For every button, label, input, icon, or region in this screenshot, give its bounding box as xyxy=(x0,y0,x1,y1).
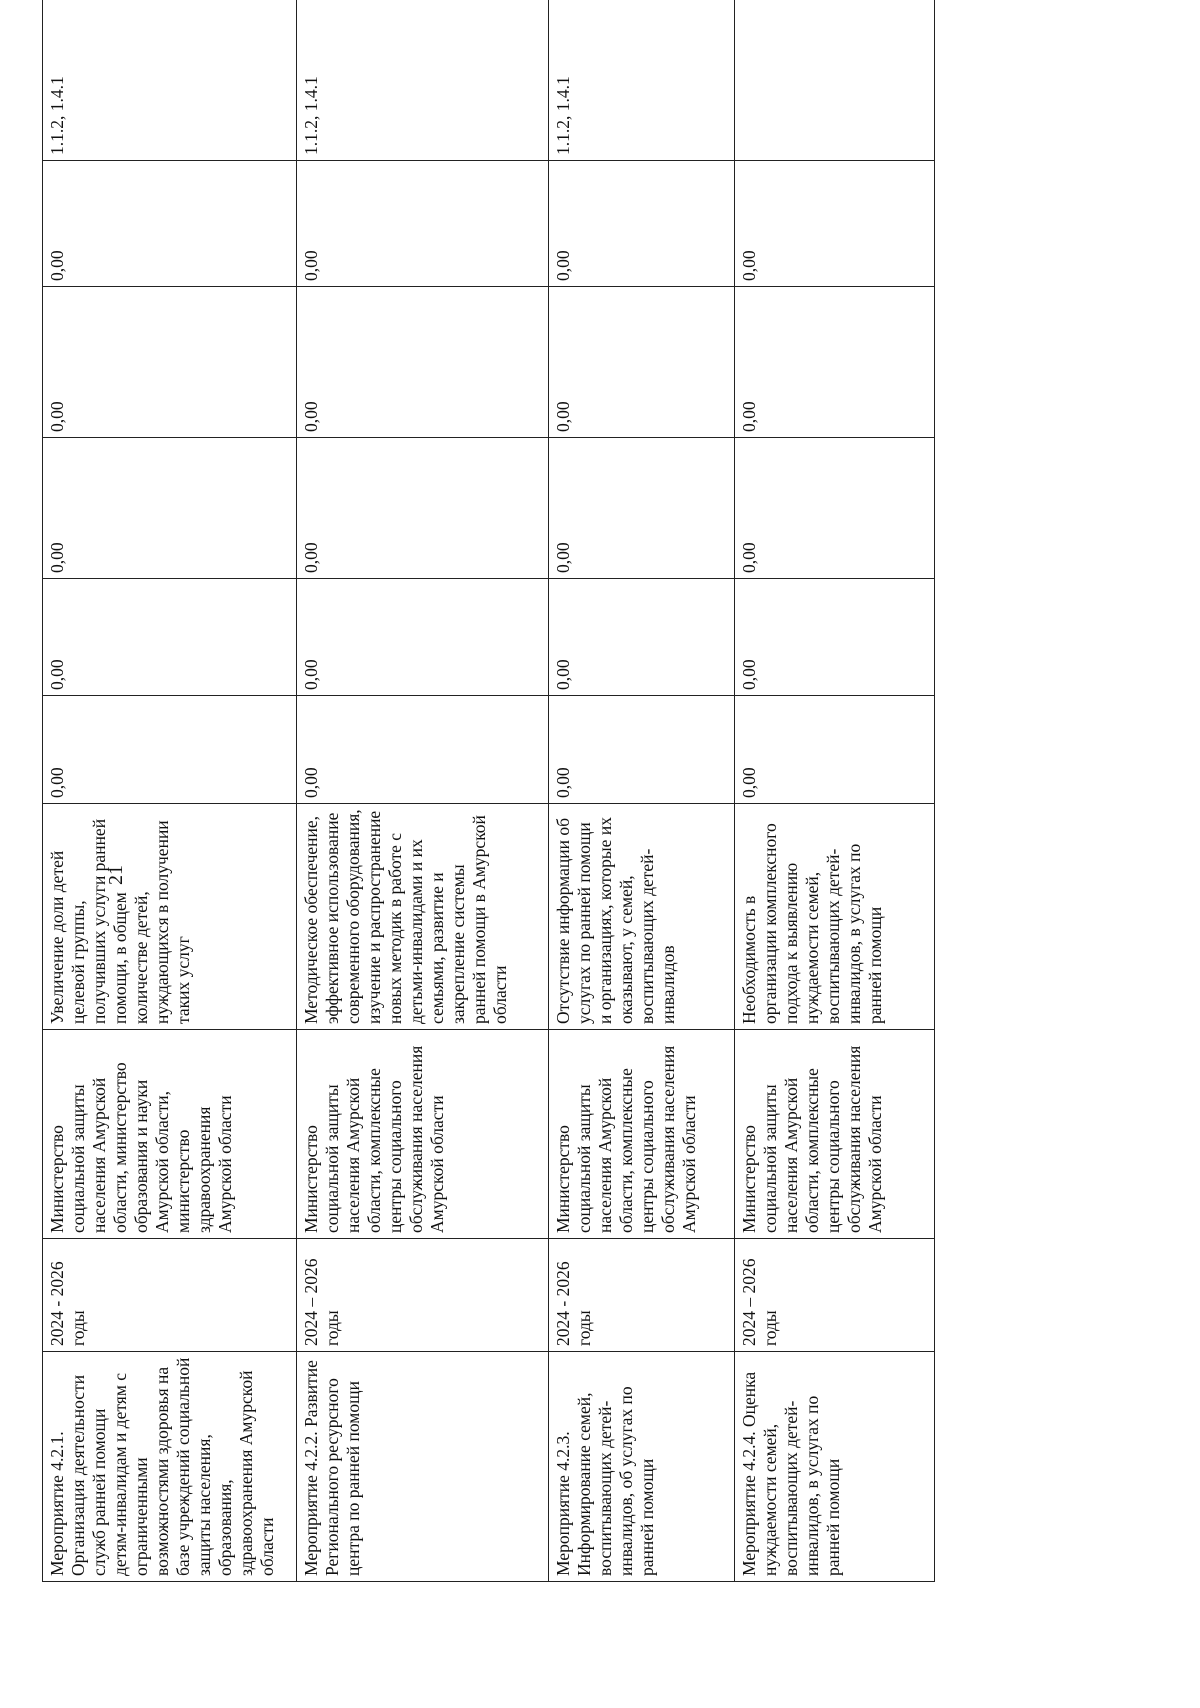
activity-cell: Мероприятие 4.2.3. Информирование семей, воспитывающих детей-инвалидов, об услугах по ранней помощи xyxy=(549,1352,735,1582)
value-cell: 0,00 xyxy=(549,579,735,696)
indicator-link-cell xyxy=(735,0,935,161)
activities-table xyxy=(42,0,935,1582)
value-cell: 0,00 xyxy=(43,696,297,804)
executor-cell: Министерство социальной защиты населения Амурской области, комплексные центры социального обслуживания населения Амурской области xyxy=(735,1030,935,1239)
indicator-link-cell: 1.1.2, 1.4.1 xyxy=(549,0,735,161)
period-cell: 2024 – 2026 годы xyxy=(297,1239,549,1352)
value-cell: 0,00 xyxy=(297,161,549,287)
value-cell: 0,00 xyxy=(297,438,549,579)
activity-cell: Мероприятие 4.2.1. Организация деятельности служб ранней помощи детям-инвалидам и детям с ограниченными возможностями здоровья на базе учреждений социальной защиты населения, образования, здравоохранения Амурской области xyxy=(43,1352,297,1582)
value-cell: 0,00 xyxy=(549,438,735,579)
activity-cell: Мероприятие 4.2.2. Развитие Регионального ресурсного центра по ранней помощи xyxy=(297,1352,549,1582)
value-cell: 0,00 xyxy=(43,579,297,696)
value-cell: 0,00 xyxy=(735,696,935,804)
table-row xyxy=(43,0,297,1582)
table-row xyxy=(297,0,549,1582)
value-cell: 0,00 xyxy=(297,287,549,438)
period-cell: 2024 - 2026 годы xyxy=(549,1239,735,1352)
period-cell: 2024 – 2026 годы xyxy=(735,1239,935,1352)
value-cell: 0,00 xyxy=(549,287,735,438)
value-cell: 0,00 xyxy=(43,438,297,579)
result-cell: Отсутствие информации об услугах по ранней помощи и организациях, которые их оказывают, у семей, воспитывающих детей-инвалидов xyxy=(549,804,735,1030)
value-cell: 0,00 xyxy=(43,161,297,287)
result-cell: Методическое обеспечение, эффективное использование современного оборудования, изучение и распространение новых методик в работе с детьми-инвалидами и их семьями, развитие и закрепление системы ранней помощи в Амурской области xyxy=(297,804,549,1030)
value-cell: 0,00 xyxy=(549,696,735,804)
value-cell: 0,00 xyxy=(735,287,935,438)
executor-cell: Министерство социальной защиты населения Амурской области, комплексные центры социального обслуживания населения Амурской области xyxy=(549,1030,735,1239)
period-cell: 2024 - 2026 годы xyxy=(43,1239,297,1352)
indicator-link-cell: 1.1.2, 1.4.1 xyxy=(297,0,549,161)
value-cell: 0,00 xyxy=(735,579,935,696)
rotated-table-frame xyxy=(42,76,934,1582)
executor-cell: Министерство социальной защиты населения Амурской области, министерство образования и науки Амурской области, министерство здравоохранения Амурской области xyxy=(43,1030,297,1239)
page-number: 21 xyxy=(105,865,127,885)
value-cell: 0,00 xyxy=(297,579,549,696)
table-row xyxy=(549,0,735,1582)
executor-cell: Министерство социальной защиты населения Амурской области, комплексные центры социального обслуживания населения Амурской области xyxy=(297,1030,549,1239)
result-cell: Необходимость в организации комплексного подхода к выявлению нуждаемости семей, воспитывающих детей-инвалидов, в услугах по ранней помощи xyxy=(735,804,935,1030)
indicator-link-cell: 1.1.2, 1.4.1 xyxy=(43,0,297,161)
result-cell: Увеличение доли детей целевой группы, получивших услуги ранней помощи, в общем количестве детей, нуждающихся в получении таких услуг xyxy=(43,804,297,1030)
table-row xyxy=(735,0,935,1582)
value-cell: 0,00 xyxy=(735,161,935,287)
value-cell: 0,00 xyxy=(549,161,735,287)
value-cell: 0,00 xyxy=(297,696,549,804)
value-cell: 0,00 xyxy=(43,287,297,438)
value-cell: 0,00 xyxy=(735,438,935,579)
activity-cell: Мероприятие 4.2.4. Оценка нуждаемости семей, воспитывающих детей-инвалидов, в услугах по ранней помощи xyxy=(735,1352,935,1582)
